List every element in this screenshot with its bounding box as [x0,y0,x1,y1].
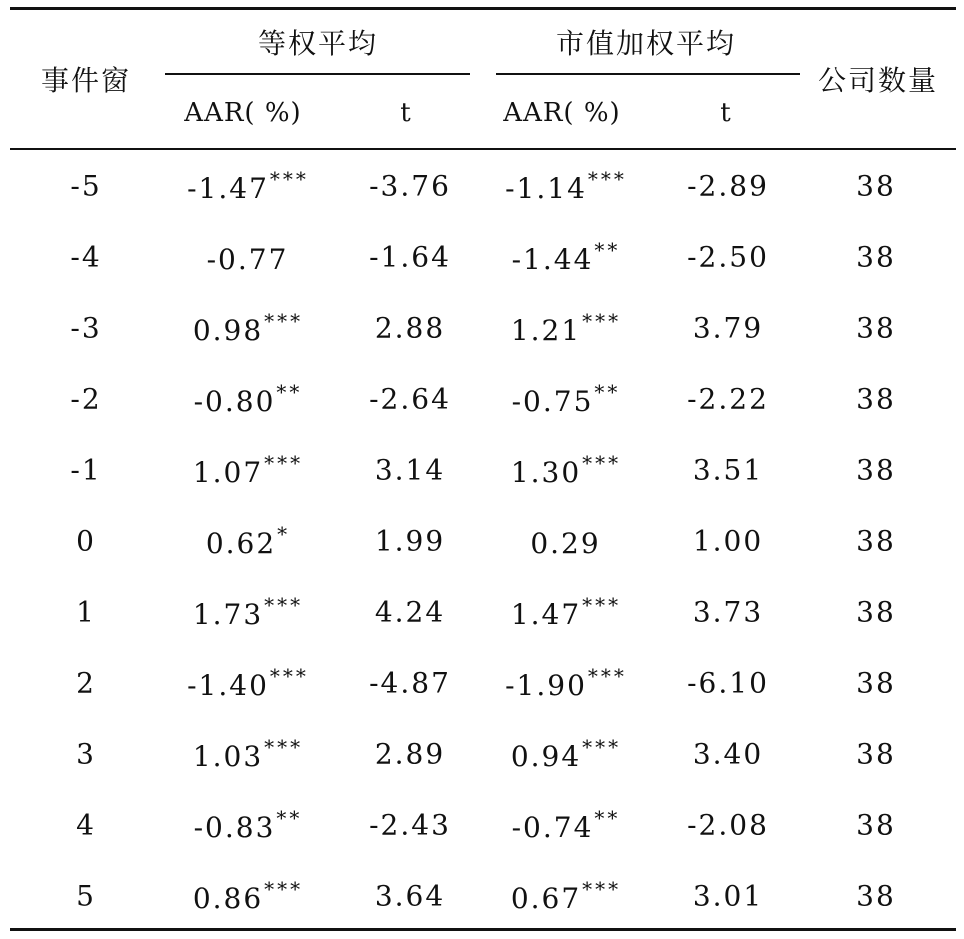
vw-t-cell [693,311,763,344]
cell-value: 1.30 [510,455,582,489]
table-row [0,647,964,718]
cell-value: 3.64 [374,879,446,912]
header-equal-weighted: 等权平均 [257,27,379,60]
event-window-cell [70,311,101,344]
cell-value: -5 [70,169,102,202]
cell-value: 38 [856,240,896,273]
eq-aar-cell [193,451,303,489]
vw-aar-cell [505,664,627,702]
significance-stars: *** [587,663,627,688]
cell-value: -2.50 [687,240,769,273]
cell-value: -0.75 [511,384,594,418]
eq-aar-cell [187,664,309,702]
cell-value: 2.88 [374,311,446,344]
cell-value: 0 [76,524,96,557]
cell-value: 38 [856,737,896,770]
cell-value: -3 [70,311,102,344]
cell-value: 3.73 [692,595,764,628]
cell-value: -2.89 [687,169,769,202]
cell-value: 1.99 [374,524,446,557]
value-weighted-underline [496,73,800,75]
eq-aar-cell [193,593,303,631]
cell-value: 5 [76,879,96,912]
eq-t-cell [375,524,445,557]
significance-stars: *** [264,876,304,901]
vw-t-cell [693,879,763,912]
header-vw-t: t [720,98,732,128]
eq-t-cell [375,595,445,628]
cell-value: 38 [856,311,896,344]
significance-stars: * [277,521,291,546]
cell-value: 38 [856,808,896,841]
header-company-count: 公司数量 [817,64,939,97]
cell-value: 38 [856,169,896,202]
vw-t-cell [693,737,763,770]
event-window-cell [76,595,96,628]
cell-value: 3.40 [692,737,764,770]
vw-t-cell [687,382,769,415]
company-count-cell [856,737,896,770]
header-vw-aar: AAR( %) [503,98,621,128]
table-row [0,789,964,860]
cell-value: -2.08 [687,808,769,841]
vw-aar-cell [512,380,621,418]
company-count-cell [856,453,896,486]
cell-value: -2.64 [369,382,451,415]
vw-t-cell [687,666,769,699]
eq-aar-cell [194,806,303,844]
cell-value: 4 [76,808,96,841]
eq-t-cell [375,879,445,912]
table-row [0,718,964,789]
table-row [0,576,964,647]
eq-aar-cell [206,522,290,560]
equal-weighted-underline [165,73,470,75]
cell-value: -4.87 [369,666,451,699]
cell-value: 38 [856,453,896,486]
company-count-cell [856,382,896,415]
company-count-cell [856,666,896,699]
significance-stars: ** [276,805,303,830]
cell-value: 38 [856,524,896,557]
cell-value: 0.67 [510,881,582,915]
significance-stars: ** [594,805,621,830]
cell-value: -4 [70,240,102,273]
event-window-cell [76,879,96,912]
event-window-cell [76,666,96,699]
eq-aar-cell [193,735,303,773]
table-row [0,221,964,292]
eq-aar-cell [194,380,303,418]
eq-aar-cell [193,309,303,347]
vw-aar-cell [530,522,601,560]
event-window-cell [76,737,96,770]
cell-value: -1 [70,453,102,486]
cell-value: 1.00 [692,524,764,557]
event-window-cell [70,382,101,415]
cell-value: 1.47 [510,597,582,631]
company-count-cell [856,595,896,628]
cell-value: 2 [76,666,96,699]
eq-t-cell [369,382,451,415]
vw-t-cell [687,169,769,202]
table-row [0,860,964,931]
cell-value: 1.07 [192,455,264,489]
vw-aar-cell [511,593,621,631]
cell-value: -0.80 [193,384,276,418]
vw-t-cell [693,524,763,557]
cell-value: 4.24 [374,595,446,628]
significance-stars: *** [582,308,622,333]
vw-aar-cell [505,167,627,205]
significance-stars: *** [264,592,304,617]
cell-value: 2.89 [374,737,446,770]
cell-value: 0.98 [192,313,264,347]
company-count-cell [856,879,896,912]
event-window-cell [70,240,101,273]
cell-value: -6.10 [687,666,769,699]
cell-value: 0.94 [510,739,582,773]
cell-value: 1.21 [510,313,582,347]
vw-t-cell [687,240,769,273]
eq-t-cell [369,666,451,699]
company-count-cell [856,240,896,273]
vw-t-cell [693,595,763,628]
cell-value: 3.01 [692,879,764,912]
cell-value: 3.79 [692,311,764,344]
eq-t-cell [375,737,445,770]
vw-aar-cell [512,806,621,844]
cell-value: 0.62 [205,526,277,560]
vw-aar-cell [511,451,621,489]
vw-aar-cell [512,238,621,276]
eq-aar-cell [207,238,290,276]
vw-t-cell [693,453,763,486]
cell-value: 1.73 [192,597,264,631]
vw-t-cell [687,808,769,841]
eq-t-cell [375,311,445,344]
eq-t-cell [369,240,451,273]
cell-value: -0.77 [206,242,289,276]
significance-stars: ** [594,237,621,262]
table-row [0,505,964,576]
vw-aar-cell [511,735,621,773]
event-window-cell [70,169,101,202]
cell-value: 0.86 [192,881,264,915]
significance-stars: ** [594,379,621,404]
significance-stars: ** [276,379,303,404]
top-rule [10,7,956,10]
significance-stars: *** [269,166,309,191]
event-window-cell [70,453,101,486]
cell-value: 3 [76,737,96,770]
event-window-cell [76,808,96,841]
company-count-cell [856,808,896,841]
eq-t-cell [369,169,451,202]
cell-value: -1.64 [369,240,451,273]
cell-value: -0.83 [193,810,276,844]
header-eq-aar: AAR( %) [184,98,302,128]
significance-stars: *** [264,308,304,333]
cell-value: -1.47 [187,171,269,205]
event-window-cell [76,524,96,557]
significance-stars: *** [582,592,622,617]
cell-value: -1.40 [187,668,269,702]
cell-value: 38 [856,666,896,699]
eq-t-cell [375,453,445,486]
eq-t-cell [369,808,451,841]
cell-value: 38 [856,595,896,628]
cell-value: -1.44 [511,242,594,276]
cell-value: 3.14 [374,453,446,486]
significance-stars: *** [582,450,622,475]
significance-stars: *** [587,166,627,191]
header-value-weighted: 市值加权平均 [555,27,737,60]
cell-value: -1.90 [505,668,587,702]
significance-stars: *** [264,450,304,475]
header-event-window: 事件窗 [40,64,132,97]
table-row [0,434,964,505]
company-count-cell [856,311,896,344]
significance-stars: *** [582,734,622,759]
cell-value: 38 [856,879,896,912]
table-row [0,292,964,363]
vw-aar-cell [511,309,621,347]
eq-aar-cell [193,877,303,915]
cell-value: 0.29 [530,526,601,560]
significance-stars: *** [269,663,309,688]
table-row [0,363,964,434]
cell-value: 1.03 [192,739,264,773]
significance-stars: *** [582,876,622,901]
table-row [0,150,964,221]
cell-value: 1 [76,595,96,628]
cell-value: -1.14 [505,171,587,205]
company-count-cell [856,169,896,202]
cell-value: -0.74 [511,810,594,844]
cell-value: 38 [856,382,896,415]
cell-value: -2 [70,382,102,415]
eq-aar-cell [187,167,309,205]
cell-value: 3.51 [692,453,764,486]
vw-aar-cell [511,877,621,915]
significance-stars: *** [264,734,304,759]
cell-value: -3.76 [369,169,451,202]
cell-value: -2.43 [369,808,451,841]
header-eq-t: t [400,98,412,128]
company-count-cell [856,524,896,557]
cell-value: -2.22 [687,382,769,415]
